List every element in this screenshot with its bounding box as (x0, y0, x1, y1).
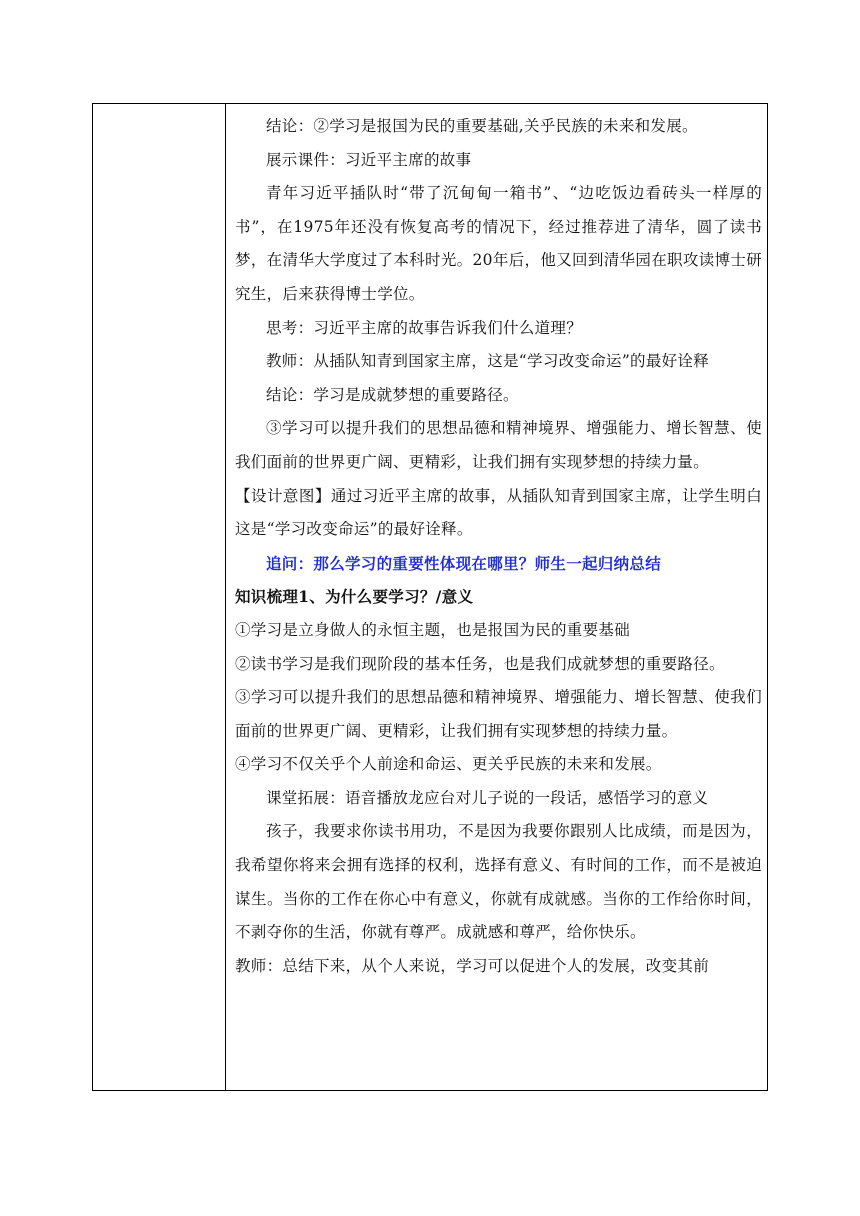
paragraph-teacher: 教师：从插队知青到国家主席，这是“学习改变命运”的最好诠释 (266, 352, 710, 371)
paragraph-courseware: 展示课件：习近平主席的故事 (266, 150, 472, 169)
table-left-column (93, 104, 226, 1090)
paragraph-story: 青年习近平插队时“带了沉甸甸一箱书”、“边吃饭边看砖头一样厚的书”，在1975年还没有恢复高考的情况下，经过推荐进了清华，圆了读书梦，在清华大学度过了本科时光。20年后，他又回到清华园在职攻读博士研究生，后来获得博士学位。 (235, 184, 762, 303)
paragraph-think: 思考：习近平主席的故事告诉我们什么道理？ (266, 318, 583, 337)
lesson-table (92, 103, 768, 1091)
paragraph-design-intent: 【设计意图】通过习近平主席的故事，从插队知青到国家主席，让学生明白这是“学习改变命运”的最好诠释。 (235, 486, 762, 539)
paragraph-knowledge-3: ③学习可以提升我们的思想品德和精神境界、增强能力、增长智慧、使我们面前的世界更广阔、更精彩，让我们拥有实现梦想的持续力量。 (235, 688, 762, 740)
paragraph-class-extension: 课堂拓展：语音播放龙应台对儿子说的一段话，感悟学习的意义 (266, 788, 709, 807)
table-content-cell (226, 104, 767, 1090)
paragraph-conclusion-path: 结论：学习是成就梦想的重要路径。 (266, 385, 519, 404)
paragraph-knowledge-4: ④学习不仅关乎个人前途和命运、更关乎民族的未来和发展。 (235, 755, 662, 774)
paragraph-teacher-summary: 教师：总结下来，从个人来说，学习可以促进个人的发展，改变其前 (235, 956, 710, 975)
paragraph-point-3: ③学习可以提升我们的思想品德和精神境界、增强能力、增长智慧、使我们面前的世界更广阔、更精彩，让我们拥有实现梦想的持续力量。 (235, 419, 762, 471)
paragraph-conclusion-2: 结论：②学习是报国为民的重要基础,关乎民族的未来和发展。 (266, 117, 698, 135)
paragraph-knowledge-heading: 知识梳理1、为什么要学习？/意义 (235, 587, 474, 607)
paragraph-follow-up-question: 追问：那么学习的重要性体现在哪里？师生一起归纳总结 (266, 553, 662, 573)
paragraph-quote: 孩子，我要求你读书用功，不是因为我要你跟别人比成绩，而是因为，我希望你将来会拥有选择的权利，选择有意义、有时间的工作，而不是被迫谋生。当你的工作在你心中有意义，你就有成就感。当你的工作给你时间，不剥夺你的生活，你就有尊严。成就感和尊严，给你快乐。 (235, 822, 762, 942)
paragraph-knowledge-1: ①学习是立身做人的永恒主题，也是报国为民的重要基础 (235, 620, 631, 639)
paragraph-knowledge-2: ②读书学习是我们现阶段的基本任务，也是我们成就梦想的重要路径。 (235, 654, 725, 673)
